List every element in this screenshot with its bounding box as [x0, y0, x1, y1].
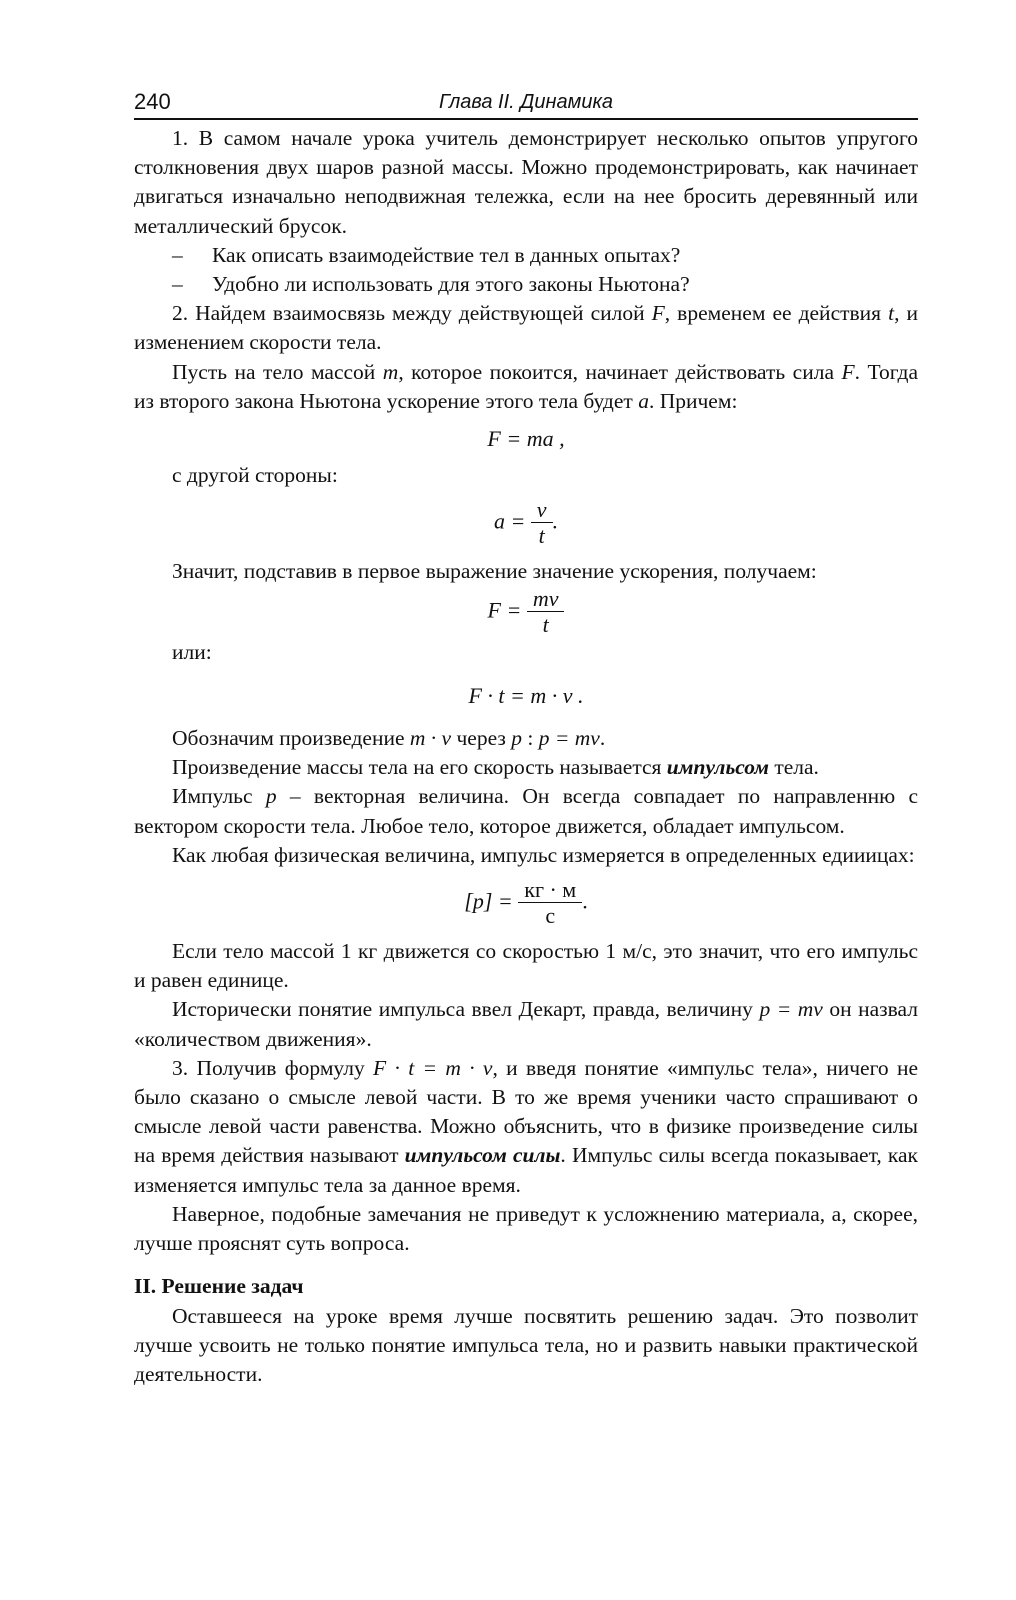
denominator: t [538, 523, 545, 549]
paragraph-4: Значит, подставив в первое выражение значение ускорения, получаем: [172, 559, 817, 584]
question-1-text: Как описать взаимодействие тел в данных опытах? [212, 242, 681, 267]
text: . Тогда из второго закона Ньютона ускорение этого тела будет [134, 359, 918, 413]
formula-acceleration [134, 498, 918, 549]
paragraph-2 [134, 299, 918, 357]
symbol-F: F [841, 359, 855, 384]
formula-end: . [552, 508, 559, 534]
text: Обозначим произведение [172, 726, 410, 751]
equation-p-mv: p = mv [538, 726, 600, 751]
equation-p-mv: p = mv [759, 997, 823, 1022]
text: – векторная величина. Он всегда совпадает по направленню с вектором скорости тела. Любое тело, которое движется, обладает импульсом. [134, 784, 918, 838]
text: , которое покоится, начинает действовать сила [398, 359, 842, 384]
symbol-a: a [638, 388, 649, 413]
formula-lhs: a = [493, 508, 526, 534]
other-side-label: с другой стороны: [172, 463, 338, 488]
denominator: с [545, 903, 556, 929]
text: . Причем: [648, 388, 738, 413]
term-impulse-of-force: импульсом силы [404, 1143, 561, 1168]
paragraph-9: Если тело массой 1 кг движется со скоростью 1 м/с, это значит, что его импульс и равен единице. [134, 939, 918, 993]
text: 3. Получив формулу [172, 1055, 374, 1080]
symbol-F: F [651, 301, 665, 326]
text: , временем ее действия [664, 301, 889, 326]
text: . [599, 726, 606, 751]
text: через [451, 726, 512, 751]
paragraph-13: Оставшееся на уроке время лучше посвятить решению задач. Это позволит лучше усвоить не только понятие импульса тела, но и развить навыки практической деятельности. [134, 1303, 918, 1386]
numerator: mv [527, 587, 565, 612]
dash-mark: – [172, 242, 183, 267]
or-label: или: [172, 639, 212, 664]
paragraph-11 [134, 1054, 918, 1200]
denominator: t [542, 611, 549, 637]
page-header [134, 88, 918, 120]
symbol-t: t [888, 301, 895, 326]
text: Произведение массы тела на его скорость называется [172, 755, 667, 780]
formula-lhs: [p] = [464, 888, 513, 914]
symbol-m: m [382, 359, 399, 384]
paragraph-7 [134, 782, 918, 840]
fraction [518, 878, 582, 929]
paragraph-8: Как любая физическая величина, импульс измеряется в определенных едииицах: [172, 842, 915, 867]
formula-lhs: F = [487, 597, 522, 623]
symbol-p: p [511, 726, 523, 751]
question-1 [134, 241, 918, 270]
paragraph-1: 1. В самом начале урока учитель демонстрирует несколько опытов упругого столкновения двух шаров разной массы. Можно продемонстрировать, как начинает двигаться изначально неподвижная тележка, если на нее бросить деревянный или металлический брусок. [134, 126, 918, 238]
text: Исторически понятие импульса ввел Декарт, правда, величину [172, 997, 760, 1022]
paragraph-6 [134, 753, 918, 782]
equation-impulse: F · t = m · v [373, 1055, 493, 1080]
section-title: II. Решение задач [134, 1274, 304, 1299]
symbol-p: p [265, 784, 277, 809]
formula-impulse-equality: F · t = m · v . [468, 682, 584, 708]
text: : [522, 726, 539, 751]
symbol-mv: m · v [409, 726, 452, 751]
paragraph-12: Наверное, подобные замечания не приведут к усложнению материала, а, скорее, лучше прояснят суть вопроса. [134, 1201, 918, 1256]
fraction [527, 587, 565, 638]
text: 2. Найдем взаимосвязь между действующей силой [172, 301, 652, 326]
text: . Импульс силы всегда показывает, как изменяется импульс тела за данное время. [134, 1143, 918, 1197]
numerator: v [531, 498, 553, 523]
text: Импульс [172, 784, 266, 809]
page-body [134, 124, 918, 1389]
formula-impulse-units [134, 878, 918, 929]
term-impulse: импульсом [666, 755, 769, 780]
page-number: 240 [134, 89, 171, 114]
text: , и введя понятие «импульс тела», ничего не было сказано о смысле левой части. В то же время ученики часто спрашивают о смысле левой части равенства. Можно объяснить, что в физике произведение силы на время действия называют [134, 1055, 918, 1168]
text: тела. [768, 755, 819, 780]
formula-end: . [582, 888, 588, 914]
paragraph-3 [134, 358, 918, 416]
text: Пусть на тело массой [172, 359, 383, 384]
fraction [531, 498, 553, 549]
numerator: кг · м [518, 878, 582, 903]
paragraph-10 [134, 995, 918, 1053]
question-2-text: Удобно ли использовать для этого законы Ньютона? [212, 272, 690, 297]
formula-newton-second-law: F = ma , [487, 426, 565, 452]
text: , и изменением скорости тела. [134, 301, 918, 355]
dash-mark: – [172, 272, 183, 297]
paragraph-5 [134, 724, 918, 753]
question-2 [134, 270, 918, 299]
formula-force [134, 587, 918, 638]
text: он назвал «количеством движения». [134, 997, 919, 1051]
running-title: Глава II. Динамика [438, 91, 614, 113]
